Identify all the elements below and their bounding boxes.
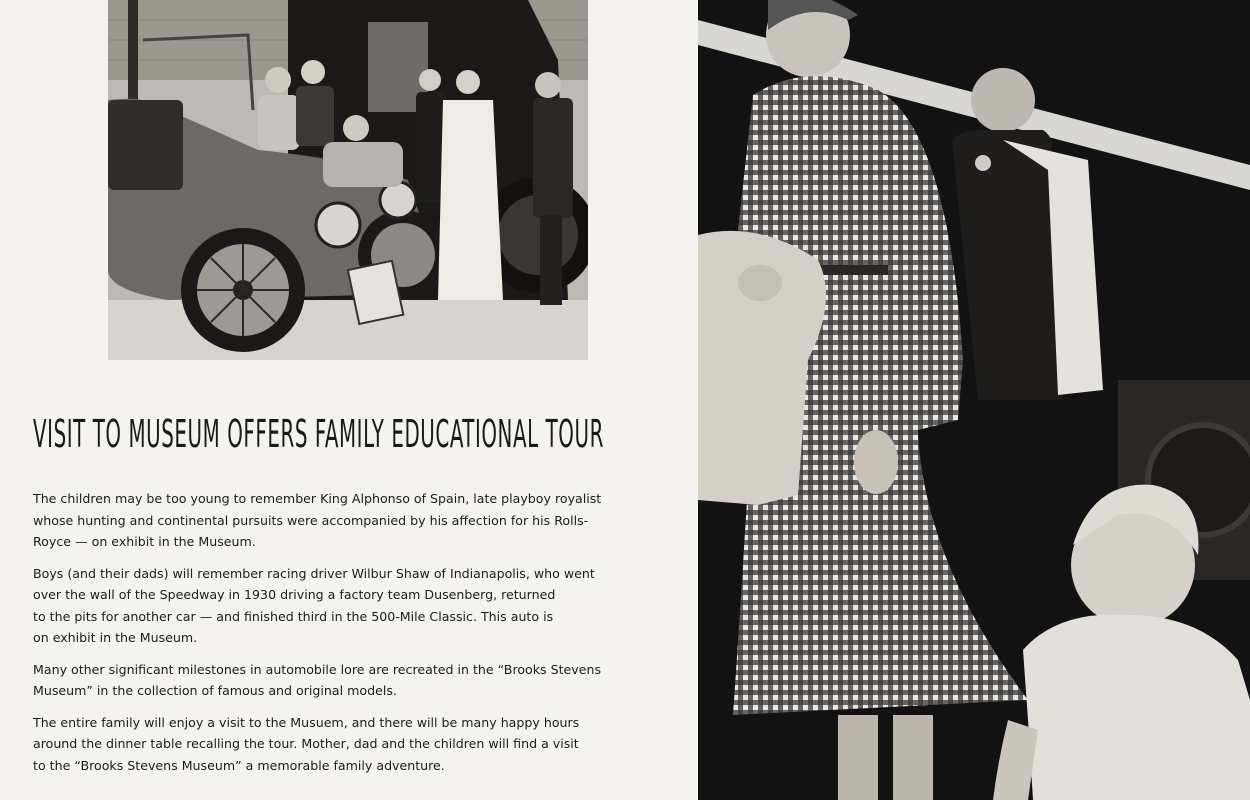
paragraph-line: to the “Brooks Stevens Museum” a memorable family adventure. (33, 757, 445, 773)
article-body (33, 488, 663, 786)
paragraph-line: around the dinner table recalling the tour. Mother, dad and the children will find a visit (33, 736, 579, 751)
paragraph-line: Many other significant milestones in automobile lore are recreated in the “Brooks Stevens (33, 661, 602, 677)
family-photo (698, 0, 1250, 800)
paragraph-4 (33, 712, 663, 777)
paragraph-line: Royce — on exhibit in the Museum. (33, 534, 256, 549)
museum-antique-car-photo (108, 0, 588, 360)
paragraph-line: to the pits for another car — and finished third in the 500-Mile Classic. This auto is (33, 608, 554, 624)
paragraph-2 (33, 563, 663, 649)
article-headline: VISIT TO MUSEUM OFFERS FAMILY EDUCATIONAL TOUR (33, 412, 604, 456)
paragraph-line: whose hunting and continental pursuits were accompanied by his affection for his Rolls- (33, 512, 589, 528)
paragraph-1 (33, 488, 663, 553)
right-page (698, 0, 1250, 800)
paragraph-line: on exhibit in the Museum. (33, 630, 198, 645)
paragraph-line: The children may be too young to remember King Alphonso of Spain, late playboy royalist (33, 491, 602, 506)
paragraph-line: over the wall of the Speedway in 1930 driving a factory team Dusenberg, returned (33, 587, 556, 602)
paragraph-line: Museum” in the collection of famous and original models. (33, 683, 397, 698)
paragraph-line: Boys (and their dads) will remember racing driver Wilbur Shaw of Indianapolis, who went (33, 565, 595, 581)
paragraph-3 (33, 659, 663, 702)
paragraph-line: The entire family will enjoy a visit to the Musuem, and there will be many happy hours (33, 714, 580, 730)
